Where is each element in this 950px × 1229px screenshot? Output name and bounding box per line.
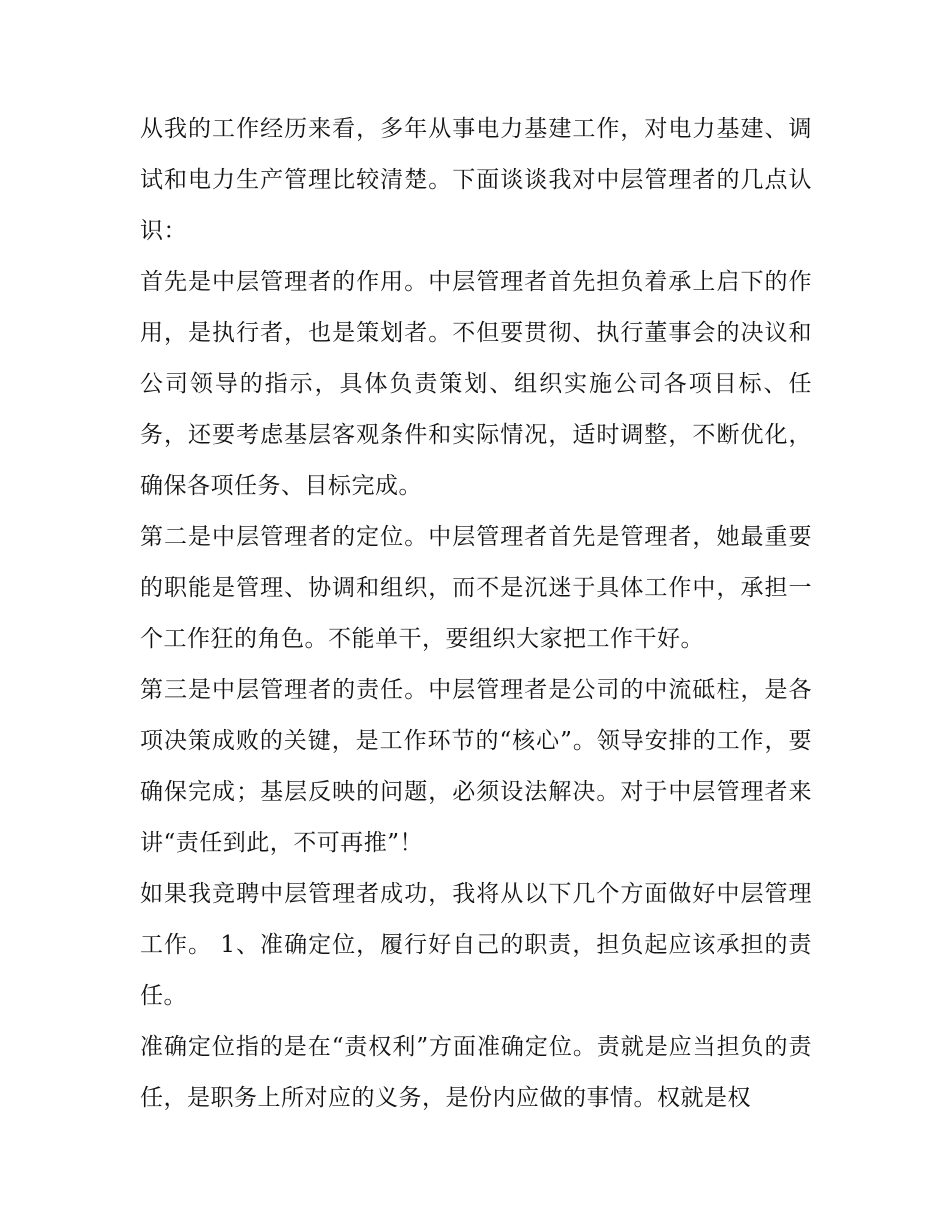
paragraph-positioning: 第二是中层管理者的定位。中层管理者首先是管理者，她最重要的职能是管理、协调和组织，而不是沉迷于具体工作中，承担一个工作狂的角色。不能单干，要组织大家把工作干好。 xyxy=(140,524,812,652)
paragraph-plan: 如果我竞聘中层管理者成功，我将从以下几个方面做好中层管理工作。 1、准确定位，履行好自己的职责，担负起应该承担的责任。 xyxy=(140,881,812,1009)
document-body xyxy=(140,104,812,1124)
paragraph-responsibility: 第三是中层管理者的责任。中层管理者是公司的中流砥柱，是各项决策成败的关键，是工作环节的“核心”。领导安排的工作，要确保完成；基层反映的问题，必须设法解决。对于中层管理者来讲“责任到此，不可再推”！ xyxy=(140,677,812,856)
paragraph-role-of-middle-managers: 首先是中层管理者的作用。中层管理者首先担负着承上启下的作用，是执行者，也是策划者。不但要贯彻、执行董事会的决议和公司领导的指示，具体负责策划、组织实施公司各项目标、任务，还要考虑基层客观条件和实际情况，适时调整，不断优化，确保各项任务、目标完成。 xyxy=(140,269,812,499)
paragraph-work-experience: 从我的工作经历来看，多年从事电力基建工作，对电力基建、调试和电力生产管理比较清楚。下面谈谈我对中层管理者的几点认识： xyxy=(140,116,812,244)
paragraph-accurate-positioning: 准确定位指的是在“责权利”方面准确定位。责就是应当担负的责任，是职务上所对应的义务，是份内应做的事情。权就是权 xyxy=(140,1034,812,1111)
